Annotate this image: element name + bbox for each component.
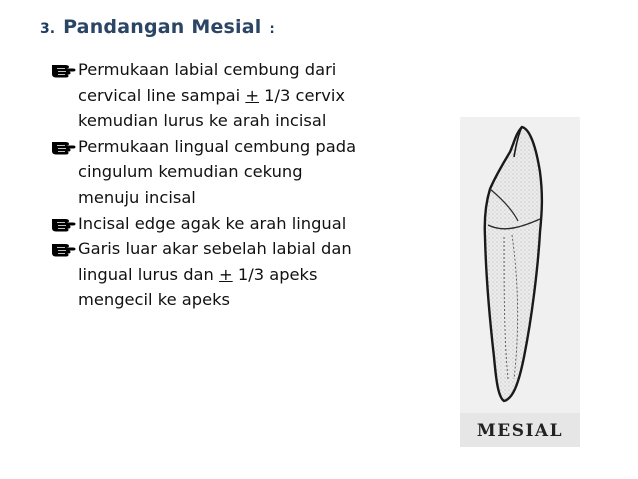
heading-colon: : xyxy=(269,22,275,37)
bullet-item-root: Garis luar akar sebelah labial dan lingual lurus dan + 1/3 apeks mengecil ke apeks xyxy=(50,236,450,313)
bullet-list xyxy=(50,57,450,313)
tooth-mesial-view-drawing xyxy=(460,117,580,447)
section-title: Pandangan Mesial xyxy=(63,16,262,38)
bullet-item-lingual: Permukaan lingual cembung pada cingulum kemudian cekung menuju incisal xyxy=(50,134,450,211)
pointing-hand-icon xyxy=(50,238,77,259)
pointing-hand-icon xyxy=(50,136,77,157)
bullet-item-labial: Permukaan labial cembung dari cervical line sampai + 1/3 cervix kemudian lurus ke arah incisal xyxy=(50,57,450,134)
section-number: 3. xyxy=(40,21,56,37)
bullet-item-incisal: Incisal edge agak ke arah lingual xyxy=(50,211,450,237)
pointing-hand-icon xyxy=(50,59,77,80)
figure-caption: MESIAL xyxy=(476,421,564,441)
pointing-hand-icon xyxy=(50,213,77,234)
section-heading xyxy=(40,16,275,38)
